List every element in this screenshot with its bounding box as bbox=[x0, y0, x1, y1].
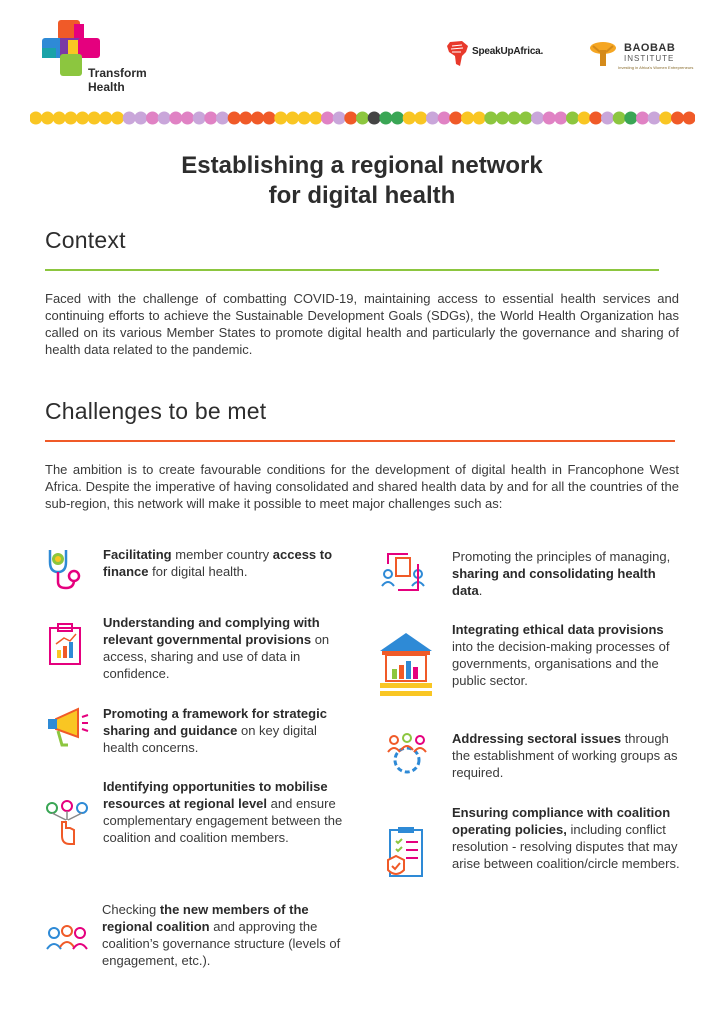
decorative-dot bbox=[391, 112, 404, 125]
decorative-dot bbox=[251, 112, 264, 125]
speakupafrica-logo bbox=[446, 40, 566, 70]
decorative-dot bbox=[41, 112, 54, 125]
brand-line2: Health bbox=[88, 80, 125, 94]
brand-line1: Transform bbox=[88, 66, 147, 80]
decorative-dot bbox=[333, 112, 346, 125]
challenge-text-bold: Facilitating bbox=[103, 547, 172, 562]
people-group-icon bbox=[44, 921, 90, 967]
decorative-dot bbox=[274, 112, 287, 125]
decorative-dot bbox=[298, 112, 311, 125]
decorative-dot bbox=[473, 112, 486, 125]
challenge-item-compliance bbox=[384, 804, 690, 914]
decorative-dot bbox=[181, 112, 194, 125]
decorative-dot bbox=[519, 112, 532, 125]
decorative-dot bbox=[484, 112, 497, 125]
challenge-text bbox=[103, 546, 333, 580]
decorative-dot bbox=[461, 112, 474, 125]
challenge-text-bold: Ensuring compliance with coalition operating policies, bbox=[452, 805, 671, 837]
baobab-line2: INSTITUTE bbox=[624, 54, 675, 63]
decorative-dots-strip bbox=[30, 108, 695, 128]
decorative-dot bbox=[286, 112, 299, 125]
context-paragraph: Faced with the challenge of combatting COVID-19, maintaining access to essential health services and continuing efforts to achieve the Sustainable Development Goals (SDGs), the World Health Organization has called on its various Member States to promote digital health and particularly the governance and sharing of health data related to the pandemic. bbox=[45, 291, 679, 357]
challenges-paragraph: The ambition is to create favourable conditions for the development of digital health in Francophone West Africa. Despite the imperative of having consolidated and shared health data by and for all the countries of the sub-region, this network will make it possible to meet major challenges such as: bbox=[45, 462, 679, 511]
baobab-line1: BAOBAB bbox=[624, 42, 676, 54]
challenge-text-regular: including conflict resolution - resolving disputes that may arise between coalition/circle members. bbox=[452, 822, 680, 871]
team-gear-icon bbox=[384, 730, 430, 776]
challenge-text bbox=[103, 778, 343, 846]
decorative-dot bbox=[64, 112, 77, 125]
government-building-icon bbox=[378, 629, 434, 701]
decorative-dot bbox=[99, 112, 112, 125]
decorative-dot bbox=[531, 112, 544, 125]
challenge-text bbox=[103, 614, 343, 682]
decorative-dot bbox=[344, 112, 357, 125]
decorative-dot bbox=[554, 112, 567, 125]
challenge-text-bold: Integrating ethical data provisions bbox=[452, 622, 664, 637]
challenge-item-finance bbox=[44, 546, 344, 602]
challenges-heading: Challenges to be met bbox=[45, 398, 267, 424]
title-line1: Establishing a regional network bbox=[181, 152, 543, 179]
challenge-text bbox=[102, 901, 342, 969]
decorative-dot bbox=[53, 112, 66, 125]
challenge-text-regular: into the decision-making processes of governments, organisations and the public sector. bbox=[452, 639, 670, 688]
challenge-text-bold: the new members of the regional coalition bbox=[102, 902, 309, 934]
decorative-dot bbox=[239, 112, 252, 125]
decorative-dot bbox=[403, 112, 416, 125]
challenge-text-bold: Addressing sectoral issues bbox=[452, 731, 622, 746]
challenge-text-regular: and ensure complementary engagement between the coalition and coalition members. bbox=[103, 796, 343, 845]
decorative-dot bbox=[438, 112, 451, 125]
decorative-dot bbox=[76, 112, 89, 125]
baobab-tree-icon bbox=[588, 40, 618, 70]
decorative-dot bbox=[216, 112, 229, 125]
challenge-text-bold: Promoting a framework for strategic sharing and guidance bbox=[103, 706, 327, 738]
challenge-text bbox=[452, 804, 688, 872]
stethoscope-coin-icon bbox=[44, 546, 90, 592]
decorative-dot bbox=[414, 112, 427, 125]
decorative-dot bbox=[228, 112, 241, 125]
challenge-text bbox=[452, 548, 682, 599]
challenge-item-mobilise-resources bbox=[44, 778, 344, 882]
challenge-text bbox=[103, 705, 343, 756]
decorative-dot bbox=[111, 112, 124, 125]
challenge-item-new-members bbox=[44, 901, 344, 991]
decorative-dot bbox=[321, 112, 334, 125]
challenge-item-strategic-sharing bbox=[44, 705, 344, 761]
decorative-dot bbox=[146, 112, 159, 125]
challenge-item-governmental-provisions bbox=[44, 614, 344, 684]
challenge-text-bold: Understanding and complying with relevant governmental provisions bbox=[103, 615, 320, 647]
transform-health-logo bbox=[40, 18, 170, 98]
decorative-dot bbox=[613, 112, 626, 125]
decorative-dot bbox=[356, 112, 369, 125]
page-title bbox=[60, 151, 664, 211]
context-heading: Context bbox=[45, 227, 126, 253]
decorative-dot bbox=[648, 112, 661, 125]
challenge-text-bold: sharing and consolidating health data bbox=[452, 566, 656, 598]
decorative-dot bbox=[449, 112, 462, 125]
challenge-text-regular: and approving the coalition’s governance structure (levels of engagement, etc.). bbox=[102, 919, 341, 968]
decorative-dot bbox=[263, 112, 276, 125]
decorative-dot bbox=[368, 112, 381, 125]
challenges-divider bbox=[45, 440, 675, 442]
challenge-text-regular: Promoting the principles of managing, bbox=[452, 549, 671, 564]
decorative-dot bbox=[426, 112, 439, 125]
challenge-text-regular: on access, sharing and use of data in confidence. bbox=[103, 632, 330, 681]
decorative-dot bbox=[566, 112, 579, 125]
decorative-dot bbox=[683, 112, 695, 125]
decorative-dot bbox=[309, 112, 322, 125]
decorative-dot bbox=[123, 112, 136, 125]
challenge-text-regular: on key digital health concerns. bbox=[103, 723, 317, 755]
decorative-dot bbox=[601, 112, 614, 125]
decorative-dot bbox=[158, 112, 171, 125]
title-line2: for digital health bbox=[268, 182, 456, 209]
decorative-dot bbox=[659, 112, 672, 125]
clipboard-chart-icon bbox=[44, 622, 90, 668]
decorative-dot bbox=[624, 112, 637, 125]
decorative-dot bbox=[508, 112, 521, 125]
challenge-item-ethical-data bbox=[378, 621, 690, 711]
checklist-shield-icon bbox=[384, 826, 430, 886]
challenge-text-bold: access to finance bbox=[103, 547, 333, 579]
challenge-text-regular: Checking bbox=[102, 902, 160, 917]
megaphone-hand-icon bbox=[44, 705, 90, 751]
decorative-dot bbox=[636, 112, 649, 125]
challenge-text-regular: for digital health. bbox=[148, 564, 248, 579]
decorative-dot bbox=[193, 112, 206, 125]
africa-map-icon bbox=[446, 40, 470, 68]
hand-network-icon bbox=[44, 800, 90, 846]
decorative-dot bbox=[169, 112, 182, 125]
challenge-text-regular: through the establishment of working groups as required. bbox=[452, 731, 678, 780]
challenge-text-regular: . bbox=[478, 583, 483, 598]
data-sharing-icon bbox=[380, 548, 426, 594]
challenge-text-regular: member country bbox=[171, 547, 273, 562]
challenge-item-sectoral-issues bbox=[384, 730, 690, 786]
decorative-dot bbox=[379, 112, 392, 125]
decorative-dot bbox=[204, 112, 217, 125]
baobab-institute-logo bbox=[588, 40, 698, 76]
decorative-dot bbox=[134, 112, 147, 125]
challenge-text-bold: Identifying opportunities to mobilise resources at regional level bbox=[103, 779, 328, 811]
decorative-dot bbox=[30, 112, 42, 125]
decorative-dot bbox=[88, 112, 101, 125]
decorative-dot bbox=[543, 112, 556, 125]
speakupafrica-text: SpeakUpAfrica. bbox=[472, 46, 544, 57]
baobab-tagline: Investing in Africa's Women Entrepreneurs bbox=[618, 65, 694, 70]
decorative-dot bbox=[578, 112, 591, 125]
decorative-dot bbox=[671, 112, 684, 125]
challenge-text bbox=[452, 621, 684, 689]
challenge-item-data-principles bbox=[380, 548, 690, 604]
context-divider bbox=[45, 269, 659, 271]
decorative-dot bbox=[496, 112, 509, 125]
challenge-text bbox=[452, 730, 688, 781]
decorative-dot bbox=[589, 112, 602, 125]
